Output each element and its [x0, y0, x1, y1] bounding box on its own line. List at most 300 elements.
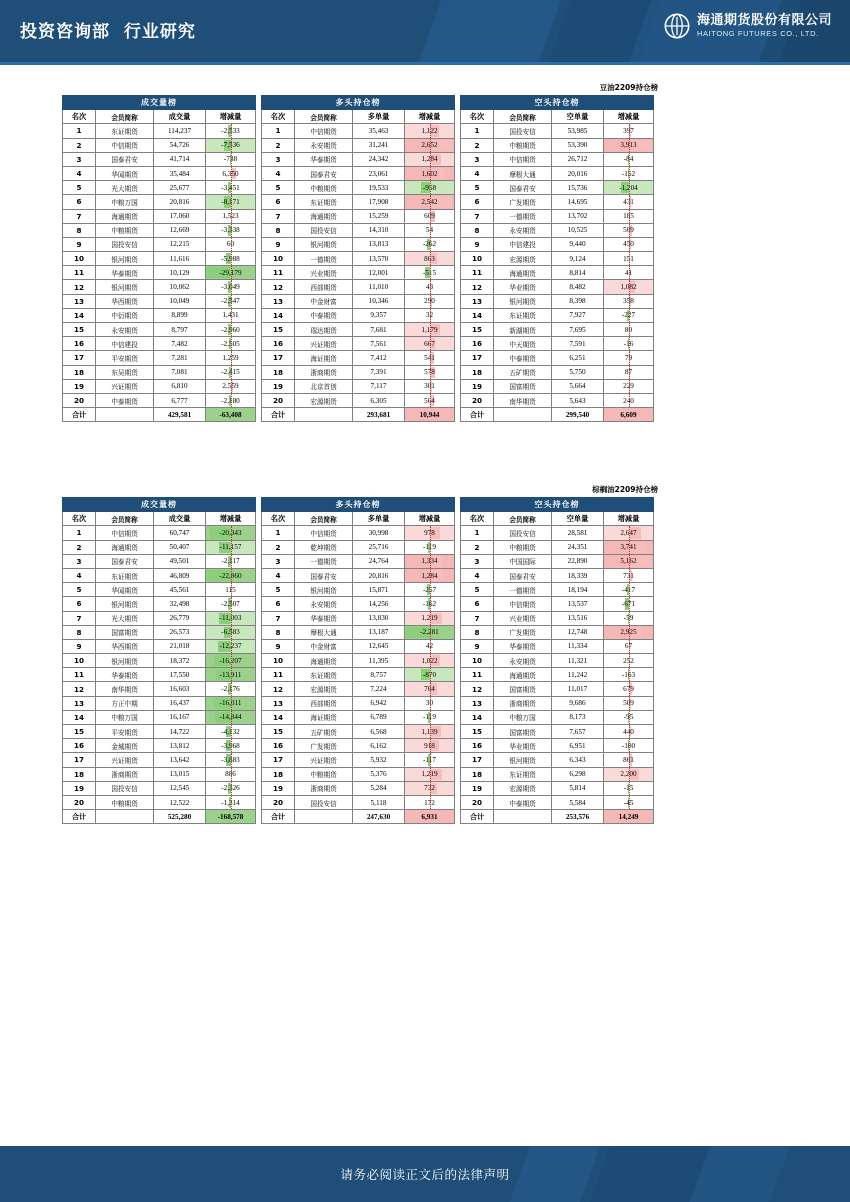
- change-cell: [405, 568, 455, 582]
- rank-cell: 17: [461, 753, 494, 767]
- table-row: [262, 625, 455, 639]
- data-bar-axis: [430, 195, 431, 208]
- rank-cell: 16: [461, 739, 494, 753]
- member-cell: 国泰君安: [96, 152, 154, 166]
- change-cell: [405, 611, 455, 625]
- column-header-row: [63, 512, 256, 526]
- change-cell: [206, 323, 256, 337]
- data-bar-axis: [231, 238, 232, 251]
- rank-cell: 14: [461, 308, 494, 322]
- change-value: 569: [623, 226, 634, 235]
- total-spacer-cell: [295, 810, 353, 824]
- member-cell: 浙商期货: [494, 696, 552, 710]
- change-value: -59: [623, 614, 634, 623]
- change-cell: [206, 152, 256, 166]
- table-row: [461, 654, 654, 668]
- value-cell: 6,162: [353, 739, 405, 753]
- total-value-cell: 299,540: [552, 408, 604, 422]
- value-cell: 7,281: [154, 351, 206, 365]
- change-value: 43: [425, 283, 434, 292]
- rank-cell: 16: [63, 739, 96, 753]
- table-row: [262, 124, 455, 138]
- data-bar-axis: [231, 309, 232, 322]
- table-row: [63, 308, 256, 322]
- pane-long: [261, 95, 455, 422]
- change-value: 509: [623, 699, 634, 708]
- value-cell: 6,810: [154, 379, 206, 393]
- change-value: 60: [226, 240, 235, 249]
- table-row: [461, 597, 654, 611]
- member-cell: 中泰期货: [295, 308, 353, 322]
- value-cell: 15,736: [552, 181, 604, 195]
- data-bar-axis: [231, 394, 232, 407]
- data-bar-axis: [231, 337, 232, 350]
- change-cell: [405, 668, 455, 682]
- value-cell: 13,187: [353, 625, 405, 639]
- value-cell: 28,581: [552, 526, 604, 540]
- change-value: 32: [425, 311, 434, 320]
- change-value: 151: [623, 254, 634, 263]
- change-cell: [405, 152, 455, 166]
- rank-cell: 6: [63, 195, 96, 209]
- rank-cell: 12: [461, 682, 494, 696]
- data-bar-axis: [231, 626, 232, 639]
- change-cell: [206, 138, 256, 152]
- change-value: 1,139: [421, 727, 438, 736]
- change-value: 2,200: [620, 770, 637, 779]
- member-cell: 华西期货: [96, 639, 154, 653]
- change-value: -117: [423, 755, 436, 764]
- change-value: -16: [623, 339, 634, 348]
- change-value: 42: [425, 642, 434, 651]
- change-cell: [405, 597, 455, 611]
- column-header: 增减量: [604, 512, 654, 526]
- member-cell: 光大期货: [96, 181, 154, 195]
- rank-cell: 15: [63, 725, 96, 739]
- table-row: [262, 781, 455, 795]
- member-cell: 国富期货: [494, 379, 552, 393]
- value-cell: 18,372: [154, 654, 206, 668]
- data-bar-axis: [629, 668, 630, 681]
- three-pane-table: [62, 497, 700, 824]
- table-row: [262, 554, 455, 568]
- member-cell: 东吴期货: [96, 365, 154, 379]
- rank-cell: 13: [63, 696, 96, 710]
- value-cell: 10,525: [552, 223, 604, 237]
- change-cell: [604, 280, 654, 294]
- data-bar-axis: [629, 195, 630, 208]
- table-row: [262, 237, 455, 251]
- rank-cell: 13: [461, 294, 494, 308]
- rank-cell: 13: [63, 294, 96, 308]
- table-row: [63, 379, 256, 393]
- value-cell: 5,814: [552, 781, 604, 795]
- change-cell: [405, 767, 455, 781]
- rank-cell: 7: [63, 611, 96, 625]
- rank-cell: 17: [461, 351, 494, 365]
- value-cell: 24,342: [353, 152, 405, 166]
- rank-cell: 2: [461, 138, 494, 152]
- total-spacer-cell: [494, 810, 552, 824]
- change-cell: [604, 166, 654, 180]
- table-row: [63, 138, 256, 152]
- value-cell: 12,669: [154, 223, 206, 237]
- change-cell: [206, 753, 256, 767]
- rank-cell: 20: [262, 393, 295, 407]
- table-row: [262, 393, 455, 407]
- table-row: [63, 668, 256, 682]
- value-cell: 12,001: [353, 266, 405, 280]
- rank-cell: 5: [461, 583, 494, 597]
- rank-cell: 2: [262, 540, 295, 554]
- rank-cell: 5: [63, 583, 96, 597]
- table-row: [461, 583, 654, 597]
- rank-cell: 14: [63, 710, 96, 724]
- change-cell: [405, 323, 455, 337]
- column-header: 会员简称: [96, 110, 154, 124]
- block-title: 豆油2209持仓榜: [599, 83, 658, 92]
- column-header: 多单量: [353, 512, 405, 526]
- data-bar-axis: [231, 541, 232, 554]
- value-cell: 9,124: [552, 252, 604, 266]
- data-bar-axis: [629, 380, 630, 393]
- table-row: [262, 668, 455, 682]
- change-value: 978: [424, 528, 435, 537]
- rank-cell: 16: [262, 337, 295, 351]
- rank-cell: 11: [461, 266, 494, 280]
- change-value: -16,207: [219, 656, 242, 665]
- data-bar-axis: [231, 569, 232, 582]
- change-cell: [405, 337, 455, 351]
- column-header: 增减量: [206, 110, 256, 124]
- member-cell: 平安期货: [96, 725, 154, 739]
- data-bar-axis: [231, 167, 232, 180]
- member-cell: 国富期货: [494, 682, 552, 696]
- table-row: [63, 365, 256, 379]
- total-change-cell: 6,931: [405, 810, 455, 824]
- table-row: [461, 152, 654, 166]
- value-cell: 7,591: [552, 337, 604, 351]
- change-value: 6,350: [222, 169, 239, 178]
- table-row: [461, 166, 654, 180]
- change-value: 240: [623, 396, 634, 405]
- table-row: [461, 739, 654, 753]
- change-cell: [604, 639, 654, 653]
- data-bar-axis: [430, 295, 431, 308]
- change-value: -2,505: [221, 339, 240, 348]
- data-bar-axis: [430, 697, 431, 710]
- member-cell: 国投安信: [96, 237, 154, 251]
- member-cell: 方正中期: [96, 696, 154, 710]
- member-cell: 北京首创: [295, 379, 353, 393]
- change-cell: [604, 266, 654, 280]
- data-bar-axis: [430, 153, 431, 166]
- table-row: [461, 181, 654, 195]
- change-cell: [604, 337, 654, 351]
- table-row: [262, 181, 455, 195]
- value-cell: 41,714: [154, 152, 206, 166]
- data-bar-axis: [430, 224, 431, 237]
- change-cell: [206, 639, 256, 653]
- member-cell: 海证期货: [295, 710, 353, 724]
- change-value: -3,049: [221, 283, 240, 292]
- change-cell: [206, 781, 256, 795]
- change-cell: [206, 266, 256, 280]
- rank-cell: 1: [63, 124, 96, 138]
- change-value: -870: [422, 670, 437, 679]
- member-cell: 兴业期货: [494, 611, 552, 625]
- data-bar-axis: [231, 323, 232, 336]
- change-cell: [604, 181, 654, 195]
- rank-cell: 18: [262, 365, 295, 379]
- total-label: 合计: [262, 408, 295, 422]
- pane-title: 空头持仓榜: [461, 96, 654, 110]
- change-value: -417: [621, 585, 636, 594]
- member-cell: 银河期货: [494, 753, 552, 767]
- total-value-cell: 525,280: [154, 810, 206, 824]
- data-bar-axis: [430, 682, 431, 695]
- change-cell: [206, 379, 256, 393]
- header-divider: [0, 62, 850, 65]
- change-value: 115: [225, 585, 236, 594]
- total-label: 合计: [63, 408, 96, 422]
- data-bar-axis: [430, 597, 431, 610]
- table-row: [461, 393, 654, 407]
- rank-cell: 1: [461, 526, 494, 540]
- value-cell: 5,118: [353, 795, 405, 809]
- change-cell: [206, 223, 256, 237]
- table-row: [461, 668, 654, 682]
- value-cell: 5,643: [552, 393, 604, 407]
- value-cell: 32,498: [154, 597, 206, 611]
- rank-cell: 12: [63, 280, 96, 294]
- rank-cell: 1: [63, 526, 96, 540]
- data-bar-axis: [231, 753, 232, 766]
- table-row: [262, 223, 455, 237]
- value-cell: 13,702: [552, 209, 604, 223]
- value-cell: 25,677: [154, 181, 206, 195]
- data-bar-axis: [231, 526, 232, 539]
- rank-cell: 19: [63, 781, 96, 795]
- table-row: [63, 181, 256, 195]
- table-row: [63, 195, 256, 209]
- data-bar-axis: [430, 266, 431, 279]
- member-cell: 国泰君安: [295, 568, 353, 582]
- value-cell: 18,194: [552, 583, 604, 597]
- table-row: [461, 568, 654, 582]
- value-cell: 35,463: [353, 124, 405, 138]
- table-row: [461, 223, 654, 237]
- data-bar-axis: [629, 280, 630, 293]
- data-bar-axis: [430, 167, 431, 180]
- table-row: [461, 351, 654, 365]
- value-cell: 6,298: [552, 767, 604, 781]
- value-cell: 8,398: [552, 294, 604, 308]
- member-cell: 光大期货: [96, 611, 154, 625]
- value-cell: 13,830: [353, 611, 405, 625]
- rank-cell: 18: [461, 767, 494, 781]
- data-bar-axis: [629, 167, 630, 180]
- value-cell: 114,237: [154, 124, 206, 138]
- table-row: [461, 337, 654, 351]
- table-row: [262, 308, 455, 322]
- rank-cell: 8: [262, 223, 295, 237]
- rank-cell: 4: [262, 568, 295, 582]
- member-cell: 银河期货: [96, 654, 154, 668]
- rank-cell: 1: [262, 124, 295, 138]
- column-header: 名次: [262, 110, 295, 124]
- data-bar-axis: [430, 337, 431, 350]
- change-cell: [206, 554, 256, 568]
- member-cell: 永安期货: [494, 654, 552, 668]
- table-row: [461, 209, 654, 223]
- table-row: [262, 696, 455, 710]
- change-cell: [604, 625, 654, 639]
- table-row: [461, 682, 654, 696]
- member-cell: 国投安信: [494, 526, 552, 540]
- member-cell: 国泰君安: [96, 554, 154, 568]
- pane-title-row: [262, 498, 455, 512]
- value-cell: 6,343: [552, 753, 604, 767]
- change-value: -2,960: [221, 325, 240, 334]
- change-value: 54: [425, 226, 434, 235]
- table-row: [63, 252, 256, 266]
- column-header: 成交量: [154, 110, 206, 124]
- table-row: [63, 166, 256, 180]
- table-row: [262, 152, 455, 166]
- change-value: -16,011: [219, 699, 242, 708]
- member-cell: 华闻期货: [96, 166, 154, 180]
- rank-cell: 6: [63, 597, 96, 611]
- change-cell: [206, 351, 256, 365]
- rank-cell: 13: [461, 696, 494, 710]
- value-cell: 8,482: [552, 280, 604, 294]
- column-header: 名次: [461, 110, 494, 124]
- change-cell: [405, 526, 455, 540]
- change-value: -2,281: [420, 628, 439, 637]
- value-cell: 13,015: [154, 767, 206, 781]
- member-cell: 国投安信: [295, 795, 353, 809]
- member-cell: 平安期货: [96, 351, 154, 365]
- value-cell: 13,570: [353, 252, 405, 266]
- change-value: -119: [423, 713, 436, 722]
- table-row: [262, 323, 455, 337]
- value-cell: 9,357: [353, 308, 405, 322]
- member-cell: 宏源期货: [494, 252, 552, 266]
- change-cell: [405, 351, 455, 365]
- value-cell: 11,616: [154, 252, 206, 266]
- rank-cell: 18: [262, 767, 295, 781]
- change-value: -152: [621, 169, 636, 178]
- member-cell: 摩根大通: [295, 625, 353, 639]
- rank-cell: 10: [63, 252, 96, 266]
- member-cell: 兴业期货: [295, 266, 353, 280]
- change-cell: [604, 526, 654, 540]
- value-cell: 7,927: [552, 308, 604, 322]
- total-change-cell: 14,249: [604, 810, 654, 824]
- change-cell: [206, 739, 256, 753]
- change-value: -15: [623, 784, 634, 793]
- value-cell: 6,951: [552, 739, 604, 753]
- table-block-palm-oil: [62, 484, 700, 824]
- table-row: [461, 554, 654, 568]
- table-row: [461, 696, 654, 710]
- table-row: [63, 625, 256, 639]
- change-cell: [405, 583, 455, 597]
- change-value: 87: [624, 368, 633, 377]
- data-bar-axis: [629, 597, 630, 610]
- change-value: 1,219: [421, 770, 438, 779]
- column-header: 会员简称: [494, 110, 552, 124]
- table-row: [63, 237, 256, 251]
- change-value: 358: [623, 297, 634, 306]
- rank-cell: 16: [461, 337, 494, 351]
- pane-long: [261, 497, 455, 824]
- value-cell: 7,117: [353, 379, 405, 393]
- member-cell: 银河期货: [494, 294, 552, 308]
- rank-cell: 19: [461, 781, 494, 795]
- table-row: [461, 781, 654, 795]
- change-value: 564: [424, 396, 435, 405]
- rank-cell: 2: [63, 540, 96, 554]
- value-cell: 10,049: [154, 294, 206, 308]
- change-value: -2,547: [221, 297, 240, 306]
- change-value: -6,583: [221, 628, 240, 637]
- table-row: [63, 710, 256, 724]
- legal-disclaimer: 请务必阅读正文后的法律声明: [340, 1167, 510, 1182]
- column-header-row: [461, 512, 654, 526]
- table-row: [461, 625, 654, 639]
- change-value: -22,860: [219, 571, 242, 580]
- pane-title: 多头持仓榜: [262, 498, 455, 512]
- table-row: [63, 554, 256, 568]
- total-spacer-cell: [494, 408, 552, 422]
- data-bar-axis: [430, 210, 431, 223]
- table-row: [63, 540, 256, 554]
- member-cell: 东证期货: [96, 568, 154, 582]
- value-cell: 14,695: [552, 195, 604, 209]
- member-cell: 中粮期货: [96, 223, 154, 237]
- rank-cell: 3: [63, 152, 96, 166]
- data-bar-axis: [231, 124, 232, 137]
- rank-cell: 9: [63, 639, 96, 653]
- table-row: [262, 379, 455, 393]
- member-cell: 东证期货: [494, 767, 552, 781]
- data-bar-axis: [430, 238, 431, 251]
- member-cell: 国投安信: [295, 223, 353, 237]
- value-cell: 17,060: [154, 209, 206, 223]
- member-cell: 中泰期货: [494, 795, 552, 809]
- change-value: 918: [424, 741, 435, 750]
- change-cell: [206, 294, 256, 308]
- member-cell: 西部期货: [295, 280, 353, 294]
- total-change-cell: -63,408: [206, 408, 256, 422]
- value-cell: 5,932: [353, 753, 405, 767]
- change-value: 863: [424, 254, 435, 263]
- change-cell: [405, 280, 455, 294]
- member-cell: 银河期货: [96, 252, 154, 266]
- data-bar-axis: [231, 668, 232, 681]
- data-bar-axis: [430, 782, 431, 795]
- member-cell: 乾坤期货: [295, 540, 353, 554]
- value-cell: 6,568: [353, 725, 405, 739]
- table-row: [63, 280, 256, 294]
- value-cell: 6,777: [154, 393, 206, 407]
- member-cell: 国投安信: [494, 124, 552, 138]
- table-row: [262, 767, 455, 781]
- change-cell: [405, 237, 455, 251]
- value-cell: 20,816: [154, 195, 206, 209]
